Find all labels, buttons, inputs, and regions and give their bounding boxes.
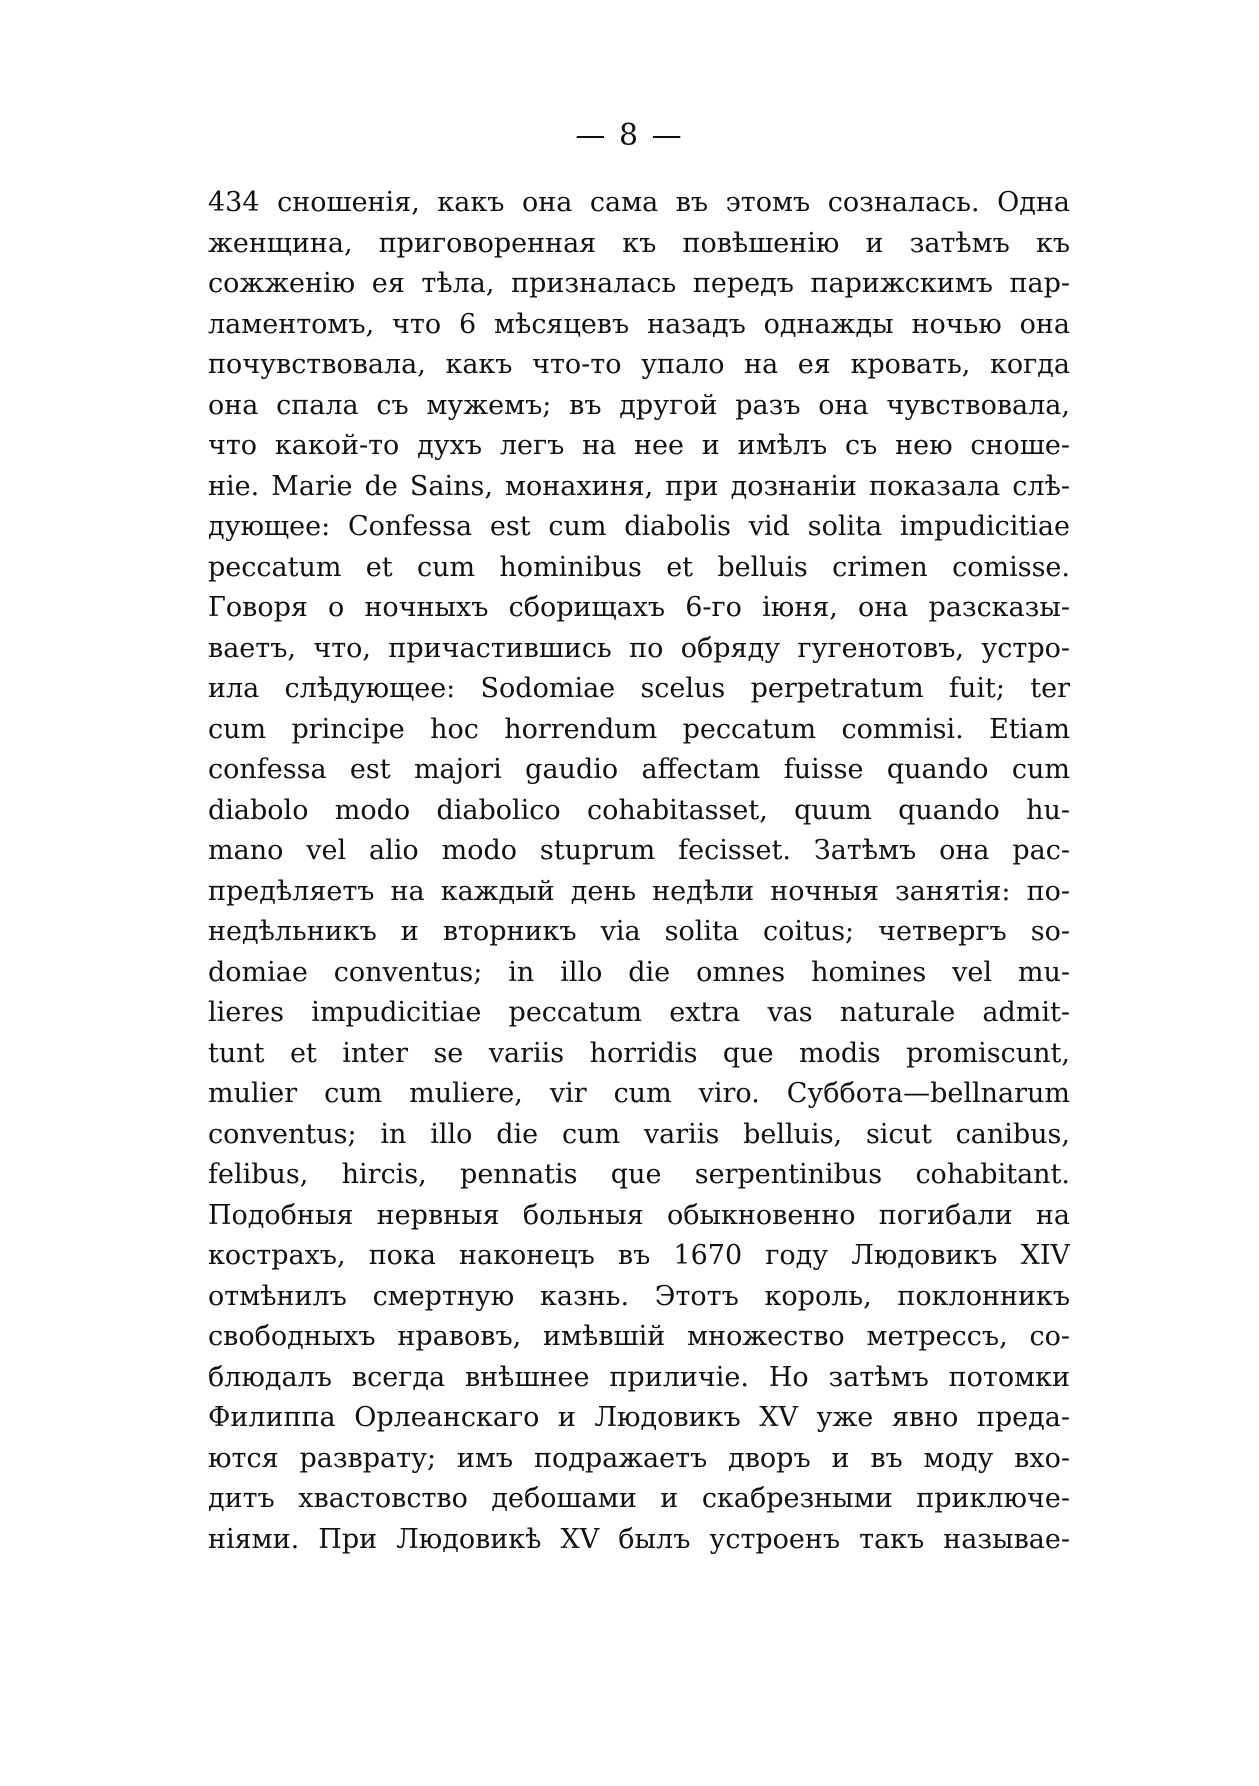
text-line: предѣляетъ на каждый день недѣли ночныя занятія: по- xyxy=(208,875,1070,907)
text-line: felibus, hircis, pennatis que serpentinibus cohabitant. xyxy=(208,1159,1070,1190)
text-line: отмѣнилъ смертную казнь. Этотъ король, поклонникъ xyxy=(208,1280,1070,1312)
text-line: сожженію ея тѣла, призналась передъ парижскимъ пар- xyxy=(208,268,1070,299)
text-line: кострахъ, пока наконецъ въ 1670 году Людовикъ XIV xyxy=(208,1240,1070,1271)
text-line: peccatum et cum hominibus et belluis crimen comisse. xyxy=(208,551,1070,583)
text-line: блюдалъ всегда внѣшнее приличіе. Но затѣмъ потомки xyxy=(208,1361,1070,1393)
text-line: дитъ хвастовство дебошами и скабрезными приключе- xyxy=(208,1483,1070,1514)
text-line: ила слѣдующее: Sodomiae scelus perpetratum fuit; ter xyxy=(208,673,1070,704)
text-line: свободныхъ нравовъ, имѣвшій множество метрессъ, со- xyxy=(208,1321,1070,1352)
text-line: ніе. Marie de Sains, монахиня, при дознаніи показала слѣ- xyxy=(208,470,1070,502)
text-line: domiae conventus; in illo die omnes homines vel mu- xyxy=(208,956,1070,988)
text-line: diabolo modo diabolico cohabitasset, quum quando hu- xyxy=(208,794,1070,826)
text-line: ются разврату; имъ подражаетъ дворъ и въ моду вхо- xyxy=(208,1442,1070,1474)
text-line: tunt et inter se variis horridis que modis promiscunt, xyxy=(208,1037,1070,1069)
text-line: lieres impudicitiae peccatum extra vas naturale admit- xyxy=(208,997,1070,1028)
text-line: ваетъ, что, причастившись по обряду гугенотовъ, устро- xyxy=(208,632,1070,664)
text-line: дующее: Confessa est cum diabolis vid solita impudicitiae xyxy=(208,511,1070,542)
text-line: она спала съ мужемъ; въ другой разъ она чувствовала, xyxy=(208,389,1070,421)
text-line: ламентомъ, что 6 мѣсяцевъ назадъ однажды ночью она xyxy=(208,308,1070,340)
text-line: mano vel alio modo stuprum fecisset. Затѣмъ она рас- xyxy=(208,835,1070,866)
body-text xyxy=(208,183,1070,1560)
text-line: mulier cum muliere, vir cum viro. Суббота—bellnarum xyxy=(208,1078,1070,1109)
page-number: — 8 — xyxy=(575,118,684,153)
text-line: confessa est majori gaudio affectam fuisse quando cum xyxy=(208,754,1070,785)
text-line: ніями. При Людовикѣ XV былъ устроенъ такъ называе- xyxy=(208,1523,1070,1555)
text-line: женщина, приговоренная къ повѣшенію и затѣмъ къ xyxy=(208,227,1070,259)
text-line: что какой-то духъ легъ на нее и имѣлъ съ нею сноше- xyxy=(208,430,1070,461)
text-line: Говоря о ночныхъ сборищахъ 6-го іюня, она разсказы- xyxy=(208,592,1070,623)
text-line: conventus; in illo die cum variis belluis, sicut canibus, xyxy=(208,1118,1070,1150)
text-line: недѣльникъ и вторникъ via solita coitus; четвергъ so- xyxy=(208,916,1070,947)
text-line: Подобныя нервныя больныя обыкновенно погибали на xyxy=(208,1199,1070,1231)
text-line: 434 сношенія, какъ она сама въ этомъ созналась. Одна xyxy=(208,187,1070,218)
text-line: Филиппа Орлеанскаго и Людовикъ XV уже явно преда- xyxy=(208,1402,1070,1433)
text-line: почувствовала, какъ что-то упало на ея кровать, когда xyxy=(208,349,1070,380)
text-line: cum principe hoc horrendum peccatum commisi. Etiam xyxy=(208,713,1070,745)
